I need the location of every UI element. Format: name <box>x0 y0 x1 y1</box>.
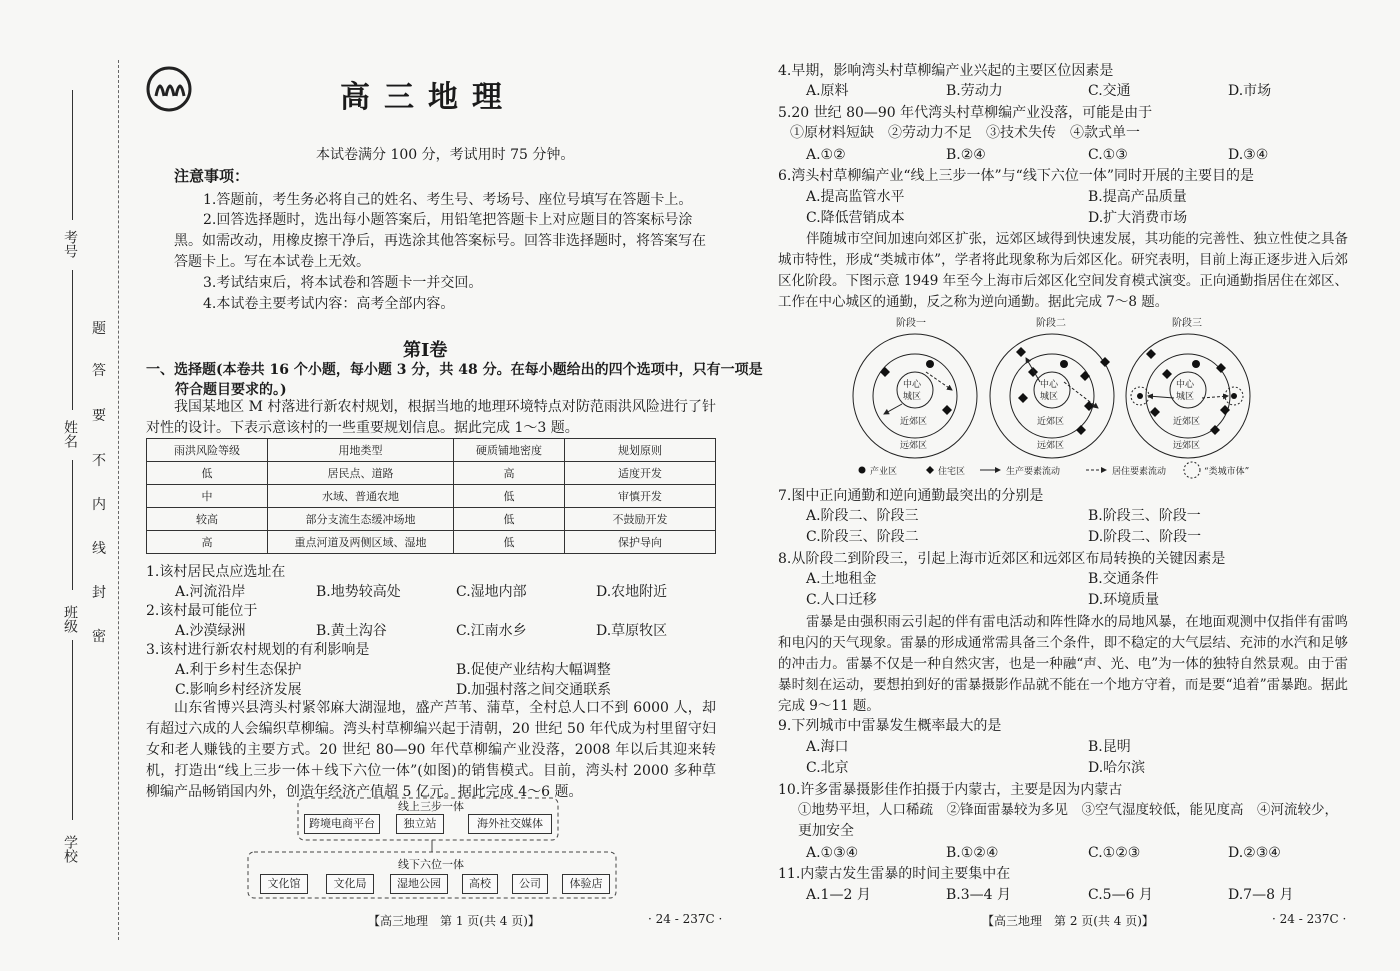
stage-1-label: 阶段一 <box>896 318 926 329</box>
option: B.②④ <box>946 147 986 163</box>
far-suburb-label: 远郊区 <box>1173 441 1201 451</box>
seal-char: 内 <box>92 497 106 513</box>
field-exam-number: 考号 <box>62 230 78 258</box>
table-row <box>147 485 716 508</box>
question-4: 4.早期，影响湾头村草柳编产业兴起的主要区位因素是 <box>778 63 1114 79</box>
table-cell: 重点河道及两侧区域、湿地 <box>268 531 454 554</box>
option: C.①②③ <box>1088 845 1141 861</box>
table-cell: 低 <box>454 508 565 531</box>
question-3: 3.该村进行新农村规划的有利影响是 <box>146 642 370 658</box>
question-1: 1.该村居民点应选址在 <box>146 564 286 580</box>
option: B.昆明 <box>1088 739 1131 755</box>
flow-box-offline: 文化局 <box>326 874 374 894</box>
stage-3-label: 阶段三 <box>1172 318 1202 329</box>
intro-7-8: 伴随城市空间加速向郊区扩张，远郊区域得到快速发展，其功能的完善性、独立性使之具备城市特性，形成“类城市体”，学者将此现象称为后郊区化。研究表明，目前上海正逐步进入后郊区化阶段。下图示意 1949 年至今上海市后郊区化空间发育模式演变。正向通勤指居住在郊区、工作在中心城区的通勤，反之称为逆向通勤。据此完成 7～8 题。 <box>778 231 1348 310</box>
far-suburb-label: 远郊区 <box>900 441 928 451</box>
option: A.河流沿岸 <box>175 584 246 600</box>
center-label: 中心 <box>1176 380 1195 390</box>
notice-line: 答题卡上。写在本试卷上无效。 <box>174 254 370 270</box>
part-heading-cont: 符合题目要求的。) <box>175 382 287 398</box>
question-8: 8.从阶段二到阶段三，引起上海市近郊区和远郊区布局转换的关键因素是 <box>778 551 1226 567</box>
table-header: 用地类型 <box>268 439 454 462</box>
intro-1-3: 我国某地区 M 村落进行新农村规划，根据当地的地理环境特点对防范雨洪风险进行了针对性的设计。下表示意该村的一些重要规划信息。据此完成 1～3 题。 <box>146 399 716 436</box>
table-header: 雨洪风险等级 <box>147 439 268 462</box>
page-2-code: · 24 - 237C · <box>1272 912 1347 926</box>
option: C.湿地内部 <box>456 584 527 600</box>
seal-char: 不 <box>92 453 106 469</box>
table-cell: 保护导向 <box>565 531 716 554</box>
option: C.影响乡村经济发展 <box>175 682 302 698</box>
table-cell: 中 <box>147 485 268 508</box>
center-label: 城区 <box>903 392 922 402</box>
underline-exam-number <box>72 90 73 220</box>
binding-dashed-line <box>118 60 119 940</box>
flow-box-offline: 高校 <box>462 874 498 894</box>
near-suburb-label: 近郊区 <box>1037 417 1065 427</box>
option: B.提高产品质量 <box>1088 189 1187 205</box>
field-name: 姓名 <box>62 420 78 448</box>
table-header: 硬质铺地密度 <box>454 439 565 462</box>
legend-label: 住宅区 <box>938 467 966 477</box>
flow-box-online: 海外社交媒体 <box>468 814 552 834</box>
seal-char: 线 <box>92 541 106 557</box>
flow-box-offline: 公司 <box>512 874 548 894</box>
intro-9-11: 雷暴是由强积雨云引起的伴有雷电活动和阵性降水的局地风暴，在地面观测中仅指伴有雷鸣和电闪的天气现象。雷暴的形成通常需具备三个条件，即不稳定的大气层结、充沛的水汽和足够的冲击力。雷暴不仅是一种自然灾害，也是一种融“声、光、电”为一体的独特自然景观。由于雷暴时刻在运动，要想拍到好的雷暴摄影作品就不能在一个地方守着，而是要“追着”雷暴跑。据此完成 9～11 题。 <box>778 614 1348 714</box>
question-7: 7.图中正向通勤和逆向通勤最突出的分别是 <box>778 488 1044 504</box>
option: A.原料 <box>806 83 849 99</box>
center-label: 中心 <box>1040 380 1059 390</box>
option: D.农地附近 <box>596 584 668 600</box>
stage-2-label: 阶段二 <box>1036 318 1066 329</box>
page-2-footer: 【高三地理 第 2 页(共 4 页)】 <box>982 914 1154 928</box>
option: A.①③④ <box>806 845 859 861</box>
question-5: 5.20 世纪 80—90 年代湾头村草柳编产业没落，可能是由于 <box>778 105 1153 121</box>
page-1-code: · 24 - 237C · <box>648 912 723 926</box>
option: A.沙漠绿洲 <box>175 623 246 639</box>
seal-char: 要 <box>92 408 106 424</box>
table-cell: 高 <box>454 462 565 485</box>
sales-model-diagram <box>246 794 618 902</box>
table-cell: 高 <box>147 531 268 554</box>
option: B.阶段三、阶段一 <box>1088 508 1201 524</box>
table-cell: 较高 <box>147 508 268 531</box>
table-cell: 居民点、道路 <box>268 462 454 485</box>
table-header-row <box>147 439 716 462</box>
option: C.交通 <box>1088 83 1131 99</box>
question-6: 6.湾头村草柳编产业“线上三步一体”与“线下六位一体”同时开展的主要目的是 <box>778 168 1254 184</box>
seal-char: 答 <box>92 363 106 379</box>
notice-title: 注意事项： <box>174 167 250 185</box>
publisher-logo-icon <box>146 66 192 112</box>
option: B.促使产业结构大幅调整 <box>456 662 611 678</box>
option: C.降低营销成本 <box>806 210 905 226</box>
underline-class <box>72 460 73 590</box>
q10-items: ①地势平坦，人口稀疏 ②锋面雷暴较为多见 ③空气湿度较低，能见度高 ④河流较少， <box>798 802 1338 818</box>
notice-line: 2.回答选择题时，选出每小题答案后，用铅笔把答题卡上对应题目的答案标号涂 <box>203 212 693 228</box>
table-cell: 不鼓励开发 <box>565 508 716 531</box>
q5-items: ①原材料短缺 ②劳动力不足 ③技术失传 ④款式单一 <box>790 125 1140 141</box>
table-row <box>147 508 716 531</box>
suburbanization-diagram <box>850 314 1260 480</box>
option: D.草原牧区 <box>596 623 668 639</box>
option: C.人口迁移 <box>806 592 877 608</box>
option: D.市场 <box>1228 83 1272 99</box>
option: D.哈尔滨 <box>1088 760 1146 776</box>
question-10: 10.许多雷暴摄影佳作拍摄于内蒙古，主要是因为内蒙古 <box>778 782 1123 798</box>
option: A.阶段二、阶段三 <box>806 508 919 524</box>
underline-school <box>72 640 73 820</box>
exam-subtitle: 本试卷满分 100 分，考试用时 75 分钟。 <box>316 147 575 163</box>
flow-box-online: 独立站 <box>396 814 444 834</box>
legend-label: 生产要素流动 <box>1006 467 1061 477</box>
legend-label: 居住要素流动 <box>1112 467 1167 477</box>
intro-4-6: 山东省博兴县湾头村紧邻麻大湖湿地，盛产芦苇、蒲草，全村总人口不到 6000 人，却有超过六成的人会编织草柳编。湾头村草柳编兴起于清朝，20 世纪 50 年代成为村里留守妇女和老人赚钱的主要方式。20 世纪 80—90 年代草柳编产业没落，2008 年以后其迎来转机，打造出“线上三步一体＋线下六位一体”(如图)的销售模式。目前，湾头村 2000 多种草柳编产品畅销国内外，创造年经济产值超 5 亿元。据此完成 4～6 题。 <box>146 700 716 800</box>
option: A.海口 <box>806 739 849 755</box>
option: C.江南水乡 <box>456 623 527 639</box>
planning-table <box>146 438 716 554</box>
option: A.①② <box>806 147 846 163</box>
offline-title: 线下六位一体 <box>398 858 464 871</box>
field-class: 班级 <box>62 605 78 633</box>
table-cell: 水域、普通农地 <box>268 485 454 508</box>
option: D.加强村落之间交通联系 <box>456 682 612 698</box>
option: D.阶段二、阶段一 <box>1088 529 1202 545</box>
table-cell: 适度开发 <box>565 462 716 485</box>
question-9: 9.下列城市中雷暴发生概率最大的是 <box>778 718 1002 734</box>
center-label: 中心 <box>903 380 922 390</box>
option: A.土地租金 <box>806 571 877 587</box>
question-2: 2.该村最可能位于 <box>146 603 258 619</box>
option: D.7—8 月 <box>1228 887 1294 903</box>
center-label: 城区 <box>1040 392 1059 402</box>
part-heading: 一、选择题(本卷共 16 个小题，每小题 3 分，共 48 分。在每小题给出的四个选项中，只有一项是 <box>146 362 763 378</box>
notice-line: 4.本试卷主要考试内容：高考全部内容。 <box>203 296 455 312</box>
q10-items-cont: 更加安全 <box>798 823 854 839</box>
option: B.地势较高处 <box>316 584 401 600</box>
option: D.③④ <box>1228 147 1269 163</box>
table-cell: 审慎开发 <box>565 485 716 508</box>
table-row <box>147 462 716 485</box>
option: B.黄土沟谷 <box>316 623 387 639</box>
exam-title: 高三地理 <box>340 80 516 115</box>
option: D.②③④ <box>1228 845 1281 861</box>
flow-box-offline: 文化馆 <box>260 874 308 894</box>
legend-label: “类城市体” <box>1204 467 1250 477</box>
option: D.扩大消费市场 <box>1088 210 1188 226</box>
option: B.交通条件 <box>1088 571 1159 587</box>
option: C.5—6 月 <box>1088 887 1153 903</box>
notice-line: 1.答题前，考生务必将自己的姓名、考生号、考场号、座位号填写在答题卡上。 <box>203 192 693 208</box>
notice-line: 3.考试结束后，将本试卷和答题卡一并交回。 <box>203 275 483 291</box>
seal-char: 封 <box>92 585 106 601</box>
question-11: 11.内蒙古发生雷暴的时间主要集中在 <box>778 866 1011 882</box>
table-cell: 低 <box>454 531 565 554</box>
option: B.劳动力 <box>946 83 1003 99</box>
section-title: 第Ⅰ卷 <box>403 340 448 361</box>
legend-label: 产业区 <box>870 467 898 477</box>
binding-strip <box>0 0 120 971</box>
far-suburb-label: 远郊区 <box>1037 441 1065 451</box>
table-cell: 低 <box>454 485 565 508</box>
option: B.①②④ <box>946 845 999 861</box>
center-label: 城区 <box>1176 392 1195 402</box>
notice-line: 黑。如需改动，用橡皮擦干净后，再选涂其他答案标号。回答非选择题时，将答案写在 <box>174 233 706 249</box>
option: A.提高监管水平 <box>806 189 905 205</box>
table-row <box>147 531 716 554</box>
online-title: 线上三步一体 <box>398 800 464 813</box>
option: D.环境质量 <box>1088 592 1160 608</box>
option: C.①③ <box>1088 147 1128 163</box>
option: A.1—2 月 <box>806 887 871 903</box>
option: A.利于乡村生态保护 <box>175 662 302 678</box>
flow-box-offline: 体验店 <box>562 874 610 894</box>
flow-box-offline: 湿地公园 <box>390 874 448 894</box>
seal-char: 题 <box>92 321 106 337</box>
option: C.北京 <box>806 760 849 776</box>
option: B.3—4 月 <box>946 887 1012 903</box>
underline-name <box>72 270 73 410</box>
flow-box-online: 跨境电商平台 <box>304 814 380 834</box>
option: C.阶段三、阶段二 <box>806 529 919 545</box>
field-school: 学校 <box>62 835 78 863</box>
near-suburb-label: 近郊区 <box>1173 417 1201 427</box>
page-1-footer: 【高三地理 第 1 页(共 4 页)】 <box>368 914 540 928</box>
table-cell: 部分支流生态缓冲场地 <box>268 508 454 531</box>
table-cell: 低 <box>147 462 268 485</box>
seal-char: 密 <box>92 629 106 645</box>
table-header: 规划原则 <box>565 439 716 462</box>
near-suburb-label: 近郊区 <box>900 417 928 427</box>
